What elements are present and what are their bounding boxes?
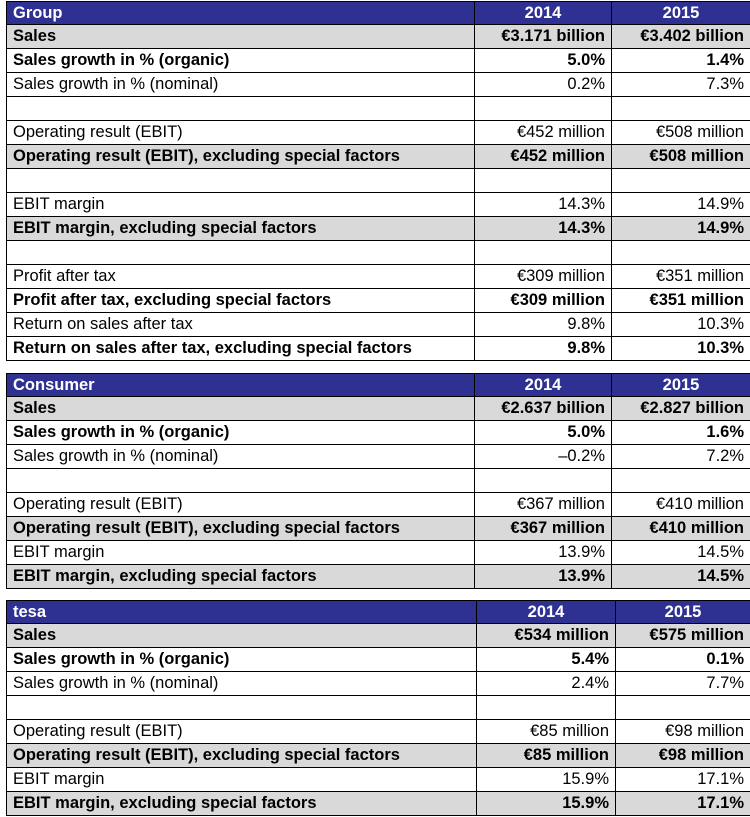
row-label: Return on sales after tax [7,313,475,337]
value-2014 [475,241,612,265]
consumer-header-row [7,374,750,397]
table-row [7,445,750,469]
consumer-table [6,373,750,589]
year-header-2015: 2015 [612,374,750,397]
row-label: Operating result (EBIT), excluding special factors [7,517,475,541]
year-header-2014: 2014 [475,2,612,25]
table-row [7,337,750,361]
year-header-2014: 2014 [477,601,616,624]
value-2014: 14.3% [475,217,612,241]
value-2015: €3.402 billion [612,25,750,49]
value-2014: 5.0% [475,49,612,73]
row-label: EBIT margin [7,768,477,792]
spacer-row [7,696,750,720]
value-2015: 14.5% [612,541,750,565]
row-label: Profit after tax, excluding special factors [7,289,475,313]
table-row [7,421,750,445]
table-row [7,792,750,816]
value-2014: €85 million [477,744,616,768]
value-2015: 14.9% [612,193,750,217]
tesa-table-body [7,624,750,816]
table-row [7,25,750,49]
value-2015 [616,696,750,720]
table-row [7,313,750,337]
value-2015 [612,97,750,121]
value-2015: 10.3% [612,337,750,361]
value-2014: €367 million [475,493,612,517]
value-2014: 14.3% [475,193,612,217]
value-2015: €508 million [612,145,750,169]
value-2015: €410 million [612,493,750,517]
value-2014: 2.4% [477,672,616,696]
table-row [7,73,750,97]
value-2015: €351 million [612,289,750,313]
value-2014: 15.9% [477,792,616,816]
table-row [7,265,750,289]
value-2015: 0.1% [616,648,750,672]
table-row [7,217,750,241]
value-2015 [612,241,750,265]
table-row [7,121,750,145]
year-header-2015: 2015 [612,2,750,25]
table-row [7,193,750,217]
table-row [7,565,750,589]
value-2014: €3.171 billion [475,25,612,49]
row-label: Sales growth in % (organic) [7,648,477,672]
value-2015: 1.6% [612,421,750,445]
row-label: Sales growth in % (nominal) [7,73,475,97]
row-label: Sales growth in % (nominal) [7,672,477,696]
row-label [7,169,475,193]
value-2015: €575 million [616,624,750,648]
row-label: Operating result (EBIT) [7,493,475,517]
row-label: Sales [7,624,477,648]
row-label: Sales growth in % (nominal) [7,445,475,469]
value-2014: €534 million [477,624,616,648]
value-2015: 10.3% [612,313,750,337]
tesa-table [6,600,750,816]
value-2014 [475,97,612,121]
value-2014: 15.9% [477,768,616,792]
row-label: Sales [7,397,475,421]
value-2014: 13.9% [475,541,612,565]
value-2015: €508 million [612,121,750,145]
section-title: Consumer [7,374,475,397]
group-table-body [7,25,750,361]
value-2014 [475,469,612,493]
table-row [7,720,750,744]
row-label: Operating result (EBIT), excluding special factors [7,744,477,768]
table-row [7,744,750,768]
table-row [7,648,750,672]
year-header-2015: 2015 [616,601,750,624]
table-row [7,145,750,169]
row-label: Operating result (EBIT), excluding special factors [7,145,475,169]
value-2015: 1.4% [612,49,750,73]
value-2015: 14.9% [612,217,750,241]
value-2015 [612,469,750,493]
row-label: Operating result (EBIT) [7,720,477,744]
value-2014: €452 million [475,145,612,169]
value-2015: €2.827 billion [612,397,750,421]
spacer-row [7,241,750,265]
row-label [7,696,477,720]
tesa-header-row [7,601,750,624]
row-label: EBIT margin [7,541,475,565]
section-title: Group [7,2,475,25]
year-header-2014: 2014 [475,374,612,397]
row-label: EBIT margin, excluding special factors [7,565,475,589]
row-label: Profit after tax [7,265,475,289]
value-2014: €309 million [475,289,612,313]
value-2014 [475,169,612,193]
value-2014: €2.637 billion [475,397,612,421]
row-label: EBIT margin, excluding special factors [7,217,475,241]
spacer-row [7,97,750,121]
value-2014: €85 million [477,720,616,744]
value-2014: 13.9% [475,565,612,589]
table-row [7,397,750,421]
spacer-row [7,469,750,493]
value-2015 [612,169,750,193]
section-title: tesa [7,601,477,624]
row-label: Sales growth in % (organic) [7,421,475,445]
value-2015: 17.1% [616,792,750,816]
table-row [7,541,750,565]
value-2014: 0.2% [475,73,612,97]
value-2014: €452 million [475,121,612,145]
value-2015: €98 million [616,744,750,768]
spacer-row [7,169,750,193]
row-label: Return on sales after tax, excluding special factors [7,337,475,361]
value-2014: 9.8% [475,313,612,337]
value-2015: 14.5% [612,565,750,589]
value-2014: 9.8% [475,337,612,361]
value-2014 [477,696,616,720]
value-2015: 17.1% [616,768,750,792]
value-2014: 5.4% [477,648,616,672]
row-label [7,241,475,265]
row-label: Sales growth in % (organic) [7,49,475,73]
table-row [7,289,750,313]
table-row [7,624,750,648]
group-table [6,1,750,361]
table-row [7,49,750,73]
row-label: Operating result (EBIT) [7,121,475,145]
row-label: EBIT margin [7,193,475,217]
table-row [7,768,750,792]
value-2015: €410 million [612,517,750,541]
row-label [7,469,475,493]
consumer-table-body [7,397,750,589]
value-2014: €367 million [475,517,612,541]
value-2015: 7.3% [612,73,750,97]
value-2015: 7.2% [612,445,750,469]
value-2014: –0.2% [475,445,612,469]
row-label [7,97,475,121]
table-row [7,517,750,541]
table-row [7,493,750,517]
row-label: EBIT margin, excluding special factors [7,792,477,816]
value-2014: 5.0% [475,421,612,445]
group-header-row [7,2,750,25]
table-row [7,672,750,696]
value-2015: €98 million [616,720,750,744]
row-label: Sales [7,25,475,49]
value-2014: €309 million [475,265,612,289]
value-2015: 7.7% [616,672,750,696]
value-2015: €351 million [612,265,750,289]
